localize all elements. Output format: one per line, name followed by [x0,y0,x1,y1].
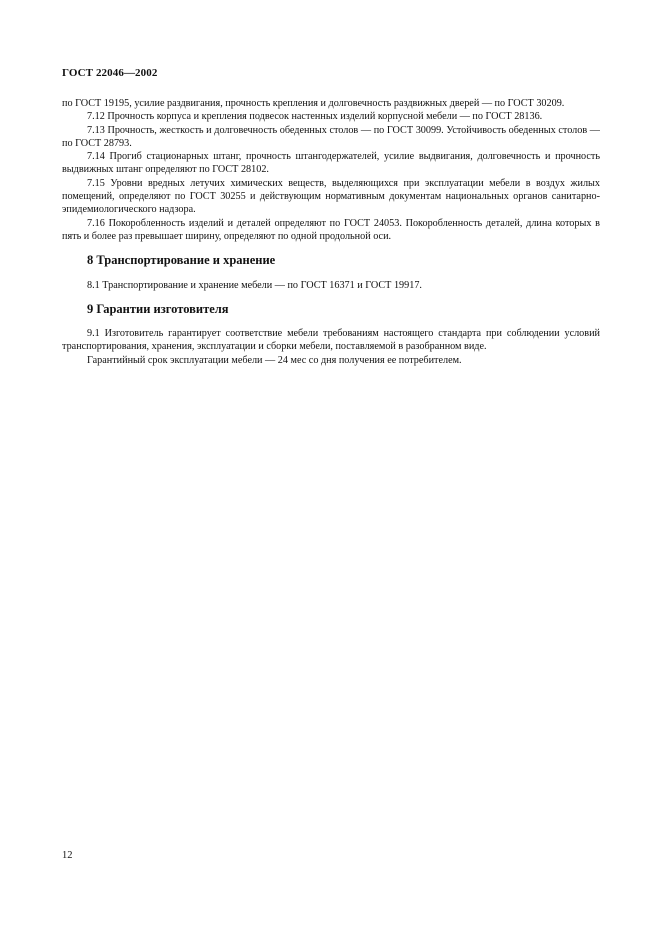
paragraph-9-1: 9.1 Изготовитель гарантирует соответствие мебели требованиям настоящего стандарта при соблюдении условий транспортирования, хранения, эксплуатации и сборки мебели, поставляемой в разобранном виде. [62,328,600,353]
paragraph-7-16: 7.16 Покоробленность изделий и деталей определяют по ГОСТ 24053. Покоробленность деталей, длина которых в пять и более раз превышает ширину, определяют по одной продольной оси. [62,217,600,242]
paragraph-7-11-continuation: по ГОСТ 19195, усилие раздвигания, прочность крепления и долговечность раздвижных дверей — по ГОСТ 30209. [62,98,565,109]
paragraph-8-1: 8.1 Транспортирование и хранение мебели — по ГОСТ 16371 и ГОСТ 19917. [87,279,422,291]
paragraph-7-14: 7.14 Прогиб стационарных штанг, прочность штангодержателей, усилие выдвигания, долговечность и прочность выдвижных штанг определяют по ГОСТ 28102. [62,151,600,176]
page-number: 12 [62,850,73,861]
section-9-heading: 9 Гарантии изготовителя [87,301,229,316]
document-header: ГОСТ 22046—2002 [62,67,158,79]
paragraph-7-12: 7.12 Прочность корпуса и крепления подвесок настенных изделий корпусной мебели — по ГОСТ 28136. [87,111,543,123]
paragraph-7-13: 7.13 Прочность, жесткость и долговечность обеденных столов — по ГОСТ 30099. Устойчивость обеденных столов — по ГОСТ 28793. [62,124,600,149]
paragraph-warranty-period: Гарантийный срок эксплуатации мебели — 24 мес со дня получения ее потребителем. [87,354,462,366]
section-8-heading: 8 Транспортирование и хранение [87,253,276,268]
document-body [62,97,600,367]
paragraph-7-15: 7.15 Уровни вредных летучих химических веществ, выделяющихся при эксплуатации мебели в воздух жилых помещений, определяют по ГОСТ 30255 и действующим нормативным документам национальных органов санитарно-эпидемиологического надзора. [62,177,600,216]
